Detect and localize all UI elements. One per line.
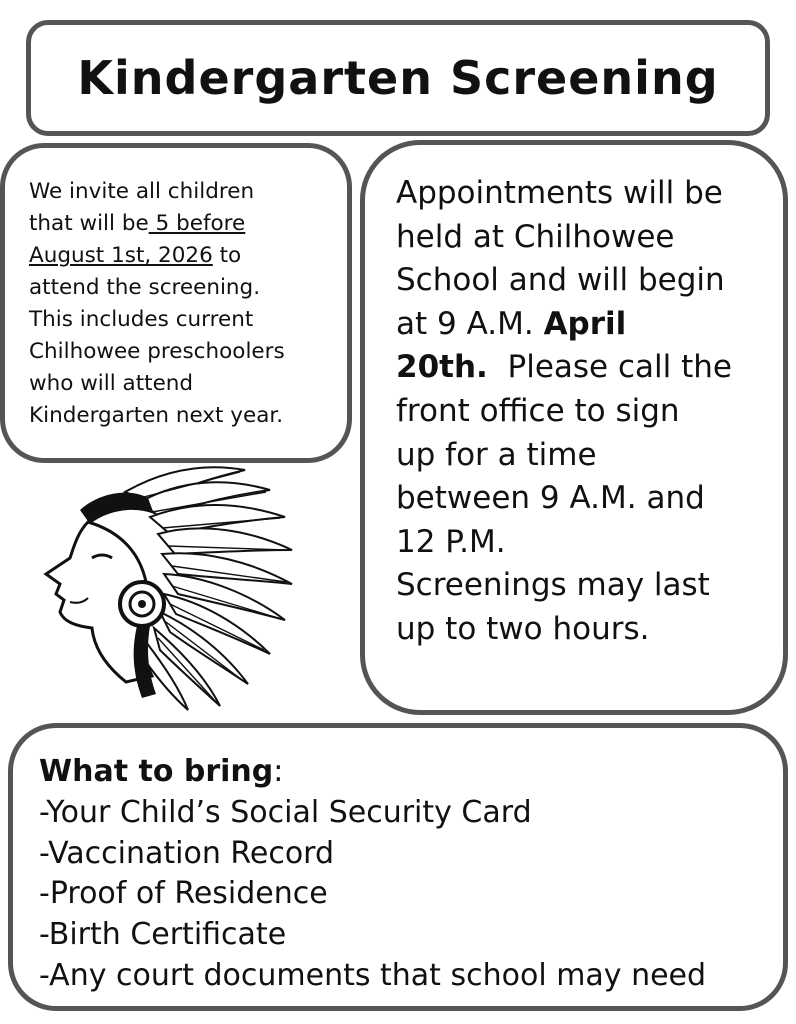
invite-line — [29, 208, 337, 240]
invite-line: who will attend — [29, 371, 194, 396]
invite-text: to — [212, 243, 242, 268]
age-requirement: 5 before — [148, 211, 246, 236]
headband — [80, 493, 154, 524]
bring-item: -Any court documents that school may need — [39, 957, 707, 993]
bring-heading-colon: : — [273, 754, 284, 789]
appointment-line: up to two hours. — [396, 610, 650, 647]
appointment-line: front office to sign — [396, 392, 680, 429]
appointment-date-month: April — [543, 305, 627, 342]
chief-mascot-image — [30, 462, 305, 712]
appointment-line: between 9 A.M. and — [396, 480, 705, 517]
appointment-line: 12 P.M. — [396, 523, 506, 560]
appointment-date-day: 20th. — [396, 349, 488, 386]
appointment-text: at 9 A.M. — [396, 305, 544, 342]
appointment-line — [396, 303, 773, 347]
appointment-line: Appointments will be — [396, 175, 723, 211]
bring-item: -Birth Certificate — [39, 917, 287, 953]
appointment-line: School and will begin — [396, 262, 725, 299]
invitation-panel — [0, 143, 352, 463]
what-to-bring-panel — [8, 723, 788, 1011]
bring-item: -Vaccination Record — [39, 835, 335, 871]
appointment-line: held at Chilhowee — [396, 218, 675, 255]
invite-line: This includes current — [29, 307, 254, 332]
page-title: Kindergarten Screening — [77, 51, 719, 105]
invite-line: We invite all children — [29, 179, 255, 204]
invite-line: attend the screening. — [29, 275, 261, 300]
invite-line: Chilhowee preschoolers — [29, 339, 285, 364]
appointments-panel — [360, 140, 788, 715]
appointment-line: Screenings may last — [396, 567, 710, 604]
bring-heading-line — [39, 752, 773, 793]
cutoff-date: August 1st, 2026 — [29, 243, 213, 268]
title-banner — [26, 20, 770, 136]
invite-line — [29, 240, 337, 272]
appointment-text: Please call the — [487, 349, 732, 386]
bring-item: -Proof of Residence — [39, 876, 328, 912]
invite-line: Kindergarten next year. — [29, 403, 284, 428]
bring-heading: What to bring — [39, 754, 274, 789]
bring-item: -Your Child’s Social Security Card — [39, 794, 532, 830]
invite-text: that will be — [29, 211, 149, 236]
appointment-line: up for a time — [396, 436, 597, 473]
appointment-line — [396, 346, 773, 390]
